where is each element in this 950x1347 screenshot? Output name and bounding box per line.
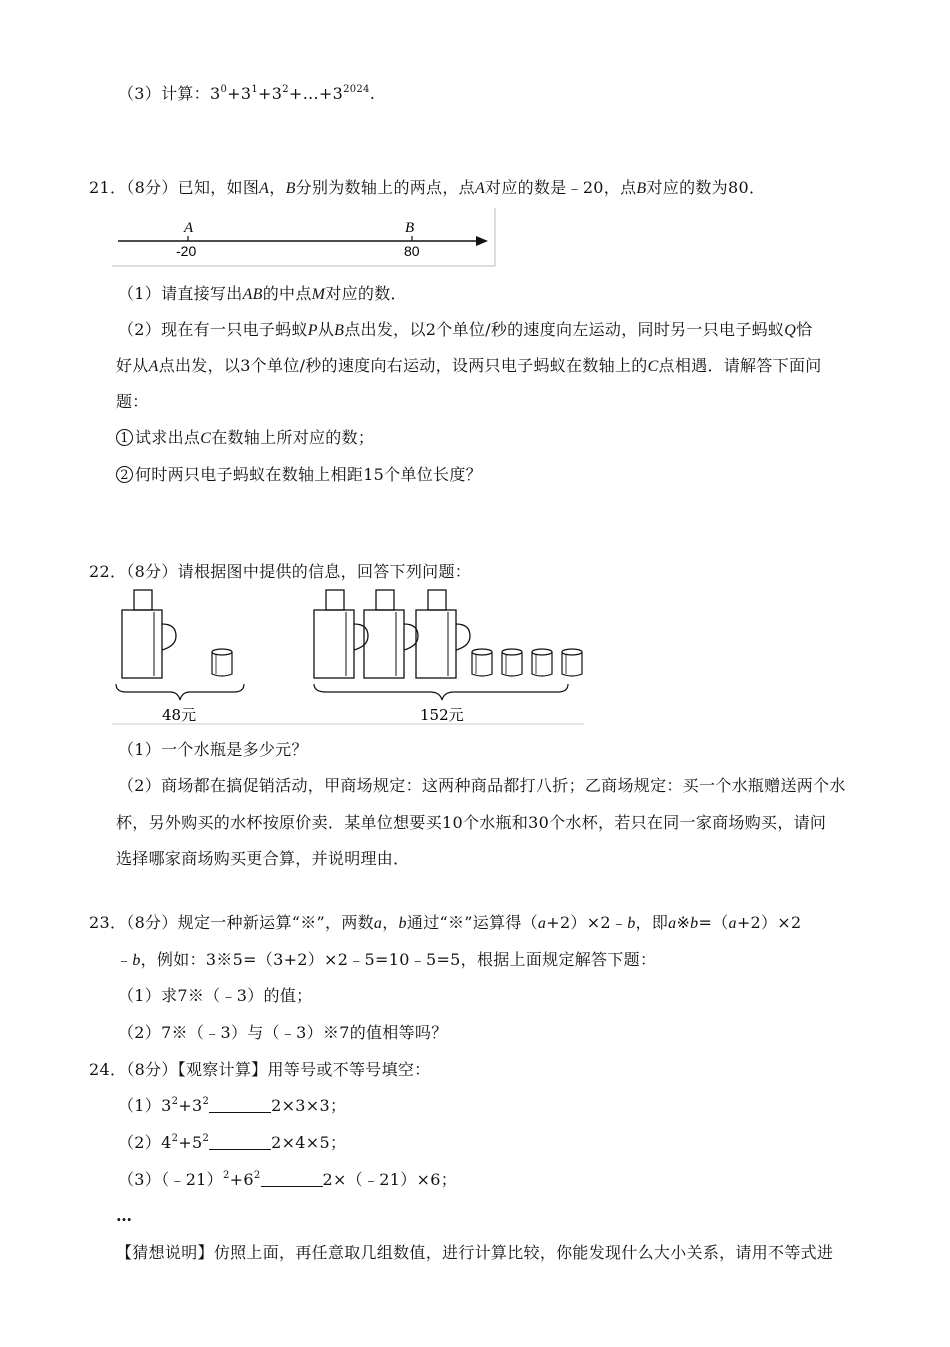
- point-a-label: A: [184, 220, 194, 236]
- point-a-value: -20: [176, 243, 197, 259]
- q22-part2-line3: 选择哪家商场购买更合算，并说明理由．: [116, 849, 410, 868]
- q21-part2-line1: （2）现在有一只电子蚂蚁P从B点出发，以2个单位/秒的速度向左运动，同时另一只电子蚂蚁Q恰: [118, 320, 813, 339]
- q24-stem: 24．（8分）【观察计算】用等号或不等号填空：: [89, 1060, 431, 1079]
- q23-stem-line2: ﹣b，例如：3※5=（3+2）×2﹣5=10﹣5=5，根据上面规定解答下题：: [116, 950, 657, 969]
- q21-part2-line3: 题：: [116, 392, 149, 411]
- point-b-label: B: [405, 220, 415, 236]
- q23-stem-line1: 23．（8分）规定一种新运算“※”，两数a，b通过“※”运算得（a+2）×2﹣b，即a※b=（a+2）×2: [89, 913, 802, 932]
- q22-stem: 22．（8分）请根据图中提供的信息，回答下列问题：: [89, 562, 472, 581]
- number-line-arrow: [476, 236, 488, 246]
- bottles-cups-figure: [112, 588, 584, 726]
- brace-left: [116, 684, 244, 700]
- answer-blank-3[interactable]: [261, 1170, 323, 1187]
- cup-right-3: [532, 649, 552, 676]
- q23-part2: （2）7※（﹣3）与（﹣3）※7的值相等吗？: [118, 1023, 448, 1042]
- answer-blank-1[interactable]: [209, 1096, 271, 1113]
- brace-right: [314, 684, 568, 700]
- price-left: 48元: [162, 706, 197, 724]
- price-right: 152元: [420, 706, 464, 724]
- circled-number-2: 2: [116, 466, 133, 483]
- bottle-right-2: [364, 590, 418, 678]
- q21-stem: 21．（8分）已知，如图A，B分别为数轴上的两点，点A对应的数是﹣20，点B对应的数为80．: [89, 178, 766, 197]
- q22-part2-line1: （2）商场都在搞促销活动，甲商场规定：这两种商品都打八折；乙商场规定：买一个水瓶赠送两个水: [118, 776, 846, 795]
- q21-part2-line2: 好从A点出发，以3个单位/秒的速度向右运动，设两只电子蚂蚁在数轴上的C点相遇．请解答下面问: [116, 356, 822, 375]
- q24-row3: $(3)(﹣21)^2+6^2$ 2×（﹣21）×6；: [118, 1170, 458, 1189]
- answer-blank-2[interactable]: [209, 1133, 271, 1150]
- bottle-right-1: [314, 590, 368, 678]
- q24-ellipsis: …: [116, 1206, 133, 1225]
- point-b-value: 80: [404, 243, 420, 259]
- q24-row1: $(1)3^2+3^2$ 2×3×3；: [118, 1096, 347, 1115]
- q21-sub2: 2 何时两只电子蚂蚁在数轴上相距15个单位长度？: [116, 465, 482, 485]
- cup-right-2: [502, 649, 522, 676]
- cup-left: [212, 649, 232, 676]
- circled-number-1: 1: [116, 429, 133, 446]
- cup-right-4: [562, 649, 582, 676]
- q24-guess: 【猜想说明】仿照上面，再任意取几组数值，进行计算比较，你能发现什么大小关系，请用不等式进: [116, 1243, 834, 1262]
- number-line-figure: [112, 208, 496, 270]
- bottle-left: [122, 590, 176, 678]
- q22-part1: （1）一个水瓶是多少元？: [118, 740, 308, 759]
- q21-sub1: 1 试求出点C在数轴上所对应的数；: [116, 428, 374, 449]
- q22-part2-line2: 杯，另外购买的水杯按原价卖．某单位想要买10个水瓶和30个水杯，若只在同一家商场购买，请问: [116, 813, 827, 832]
- q21-part1: （1）请直接写出AB的中点M对应的数．: [118, 284, 407, 303]
- q23-part1: （1）求7※（﹣3）的值；: [118, 986, 313, 1005]
- q20-part3: （3）计算：$3^0+3^1+3^2+\dots+3^{2024}$.: [118, 84, 376, 103]
- q24-row2: $(2)4^2+5^2$ 2×4×5；: [118, 1133, 347, 1152]
- cup-right-1: [472, 649, 492, 676]
- bottle-right-3: [416, 590, 470, 678]
